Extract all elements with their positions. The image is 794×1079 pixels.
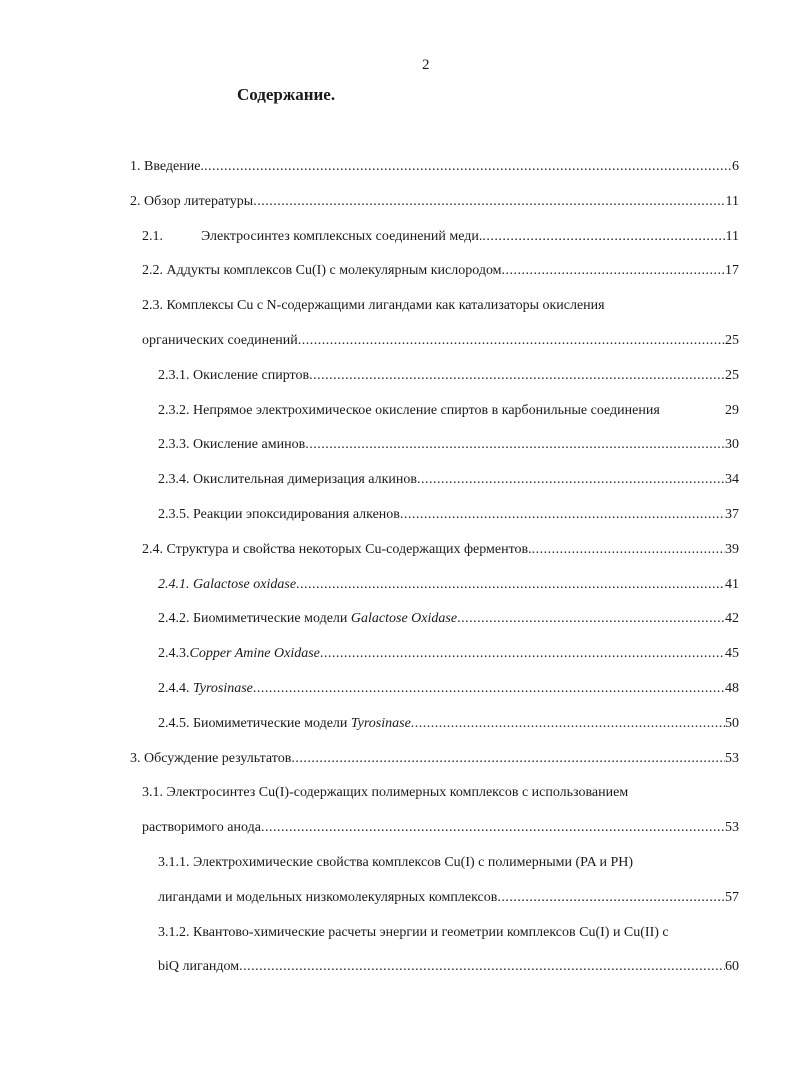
- toc-entry-title: [158, 463, 417, 498]
- italic-text: 2.4.1. Galactose oxidase: [158, 576, 297, 592]
- toc-entry-title: [158, 428, 305, 463]
- text: 3.1. Электросинтез Cu(I)-содержащих полимерных комплексов с использованием: [142, 785, 629, 801]
- toc-page-number: 45: [725, 646, 739, 662]
- toc-entry-line: [130, 394, 739, 429]
- leader-dots: [305, 428, 725, 463]
- italic-text: Tyrosinase: [350, 715, 411, 731]
- toc-page-number: 53: [725, 750, 739, 766]
- toc-entry-line: [130, 150, 739, 185]
- table-of-contents: [130, 150, 739, 985]
- text: biQ лигандом: [158, 959, 240, 975]
- toc-entry-line: [130, 324, 739, 359]
- text: 2.4.3.: [158, 646, 190, 662]
- leader-dots: [309, 359, 725, 394]
- leader-dots: [296, 568, 725, 603]
- text: 2.1.: [142, 228, 163, 244]
- toc-entry-title: [142, 811, 261, 846]
- toc-page-number: 42: [725, 611, 739, 627]
- toc-page-number: 30: [725, 437, 739, 453]
- toc-entry-title: [130, 742, 291, 777]
- toc-entry-title: [142, 254, 502, 289]
- text: 2. Обзор литературы: [130, 193, 254, 209]
- text: 2.3.2. Непрямое электрохимическое окисление спиртов в карбонильные соединения: [158, 402, 660, 418]
- toc-entry-line: [130, 881, 739, 916]
- toc-entry: [130, 394, 739, 429]
- toc-page-number: 25: [725, 332, 739, 348]
- toc-entry: [130, 672, 739, 707]
- toc-entry: [130, 707, 739, 742]
- text: 2.4. Структура и свойства некоторых Cu-содержащих ферментов.: [142, 541, 532, 557]
- toc-entry: [130, 150, 739, 185]
- toc-entry-title: [158, 950, 239, 985]
- toc-entry-title: [158, 707, 411, 742]
- leader-dots: [320, 637, 725, 672]
- toc-entry-title: [142, 289, 605, 324]
- toc-page-number: 29: [725, 402, 739, 418]
- toc-entry-line: [130, 776, 739, 811]
- toc-entry-line: [130, 359, 739, 394]
- leader-dots: [660, 394, 725, 429]
- page-title: Содержание.: [237, 85, 336, 104]
- text: 1. Введение.: [130, 159, 204, 174]
- toc-entry-title: [158, 602, 457, 637]
- toc-page-number: 11: [725, 228, 739, 244]
- toc-entry-line: [130, 742, 739, 777]
- toc-entry: [130, 846, 739, 916]
- toc-entry-line: [130, 289, 739, 324]
- toc-page-number: 48: [725, 680, 739, 696]
- page-number: 2: [422, 57, 430, 73]
- text: 2.3.5. Реакции эпоксидирования алкенов: [158, 506, 400, 522]
- toc-entry: [130, 185, 739, 220]
- toc-entry-title: [158, 846, 633, 881]
- leader-dots: [291, 742, 725, 777]
- toc-entry-line: [130, 463, 739, 498]
- toc-entry-title: [158, 881, 497, 916]
- toc-entry-title: [142, 776, 628, 811]
- leader-dots: [502, 254, 725, 289]
- toc-entry: [130, 602, 739, 637]
- text: 3.1.1. Электрохимические свойства комплексов Cu(I) с полимерными (PA и PH): [158, 854, 634, 870]
- toc-entry: [130, 568, 739, 603]
- toc-page-number: 39: [725, 541, 739, 557]
- toc-entry-line: [130, 185, 739, 220]
- toc-entry-title: [158, 568, 296, 603]
- italic-text: Galactose Oxidase: [350, 611, 458, 627]
- toc-entry-line: [130, 602, 739, 637]
- text: лигандами и модельных низкомолекулярных комплексов: [158, 889, 498, 905]
- toc-entry-line: [130, 916, 739, 951]
- italic-text: Tyrosinase: [193, 680, 253, 696]
- toc-entry: [130, 359, 739, 394]
- toc-entry-line: [130, 533, 739, 568]
- toc-entry-line: [130, 707, 739, 742]
- toc-entry-line: [130, 637, 739, 672]
- toc-entry-line: [130, 428, 739, 463]
- toc-page-number: 11: [725, 193, 739, 209]
- leader-dots: [239, 950, 725, 985]
- leader-dots: [411, 707, 725, 742]
- toc-entry: [130, 776, 739, 846]
- toc-entry: [130, 742, 739, 777]
- leader-dots: [298, 324, 725, 359]
- text: 2.3.1. Окисление спиртов: [158, 367, 310, 383]
- toc-entry-line: [130, 498, 739, 533]
- leader-dots: [482, 220, 725, 255]
- toc-entry-line: [130, 846, 739, 881]
- toc-entry: [130, 463, 739, 498]
- leader-dots: [532, 533, 725, 568]
- toc-entry: [130, 289, 739, 359]
- text: Электросинтез комплексных соединений меди.: [201, 228, 483, 244]
- text: 2.3.4. Окислительная димеризация алкинов: [158, 472, 418, 488]
- toc-entry: [130, 916, 739, 986]
- leader-dots: [253, 672, 725, 707]
- toc-entry-line: [130, 254, 739, 289]
- toc-entry-title: [130, 185, 253, 220]
- toc-entry: [130, 498, 739, 533]
- leader-dots: [417, 463, 725, 498]
- toc-entry-title: [158, 637, 320, 672]
- text: 3. Обсуждение результатов: [130, 750, 292, 766]
- toc-page-number: 41: [725, 576, 739, 592]
- toc-page-number: 17: [725, 263, 739, 279]
- text: органических соединений: [142, 332, 298, 348]
- toc-entry: [130, 254, 739, 289]
- toc-entry: [130, 220, 739, 255]
- text: 2.3. Комплексы Cu с N-содержащими лигандами как катализаторы окисления: [142, 298, 605, 314]
- toc-page-number: 6: [732, 159, 739, 174]
- toc-page-number: 34: [725, 472, 739, 488]
- toc-page-number: 25: [725, 367, 739, 383]
- toc-entry-line: [130, 220, 739, 255]
- toc-page-number: 60: [725, 959, 739, 975]
- toc-entry: [130, 637, 739, 672]
- toc-page-number: 50: [725, 715, 739, 731]
- toc-entry-title: [158, 672, 253, 707]
- leader-dots: [400, 498, 725, 533]
- text: 2.3.3. Окисление аминов: [158, 437, 306, 453]
- toc-entry-title: [158, 916, 669, 951]
- leader-dots: [253, 185, 725, 220]
- toc-entry-title: [158, 359, 309, 394]
- text: 2.4.5. Биомиметические модели: [158, 715, 351, 731]
- text: 2.4.4.: [158, 680, 193, 696]
- leader-dots: [261, 811, 725, 846]
- leader-dots: [204, 150, 732, 185]
- toc-entry-title: [158, 394, 660, 429]
- toc-entry-line: [130, 950, 739, 985]
- toc-entry-title: [130, 150, 204, 185]
- toc-entry-line: [130, 672, 739, 707]
- text: 2.4.2. Биомиметические модели: [158, 611, 351, 627]
- toc-page-number: 53: [725, 820, 739, 836]
- leader-dots: [457, 602, 725, 637]
- toc-entry: [130, 428, 739, 463]
- text: растворимого анода: [142, 820, 261, 836]
- toc-page-number: 57: [725, 889, 739, 905]
- toc-entry-title: [142, 220, 482, 255]
- text: 3.1.2. Квантово-химические расчеты энергии и геометрии комплексов Cu(I) и Cu(II) с: [158, 924, 669, 940]
- toc-entry: [130, 533, 739, 568]
- toc-entry-line: [130, 568, 739, 603]
- toc-entry-title: [142, 324, 298, 359]
- italic-text: Copper Amine Oxidase: [189, 646, 320, 662]
- toc-entry-title: [142, 533, 532, 568]
- toc-entry-line: [130, 811, 739, 846]
- text: 2.2. Аддукты комплексов Cu(I) с молекулярным кислородом: [142, 263, 502, 279]
- toc-entry-title: [158, 498, 400, 533]
- leader-dots: [497, 881, 725, 916]
- toc-page-number: 37: [725, 506, 739, 522]
